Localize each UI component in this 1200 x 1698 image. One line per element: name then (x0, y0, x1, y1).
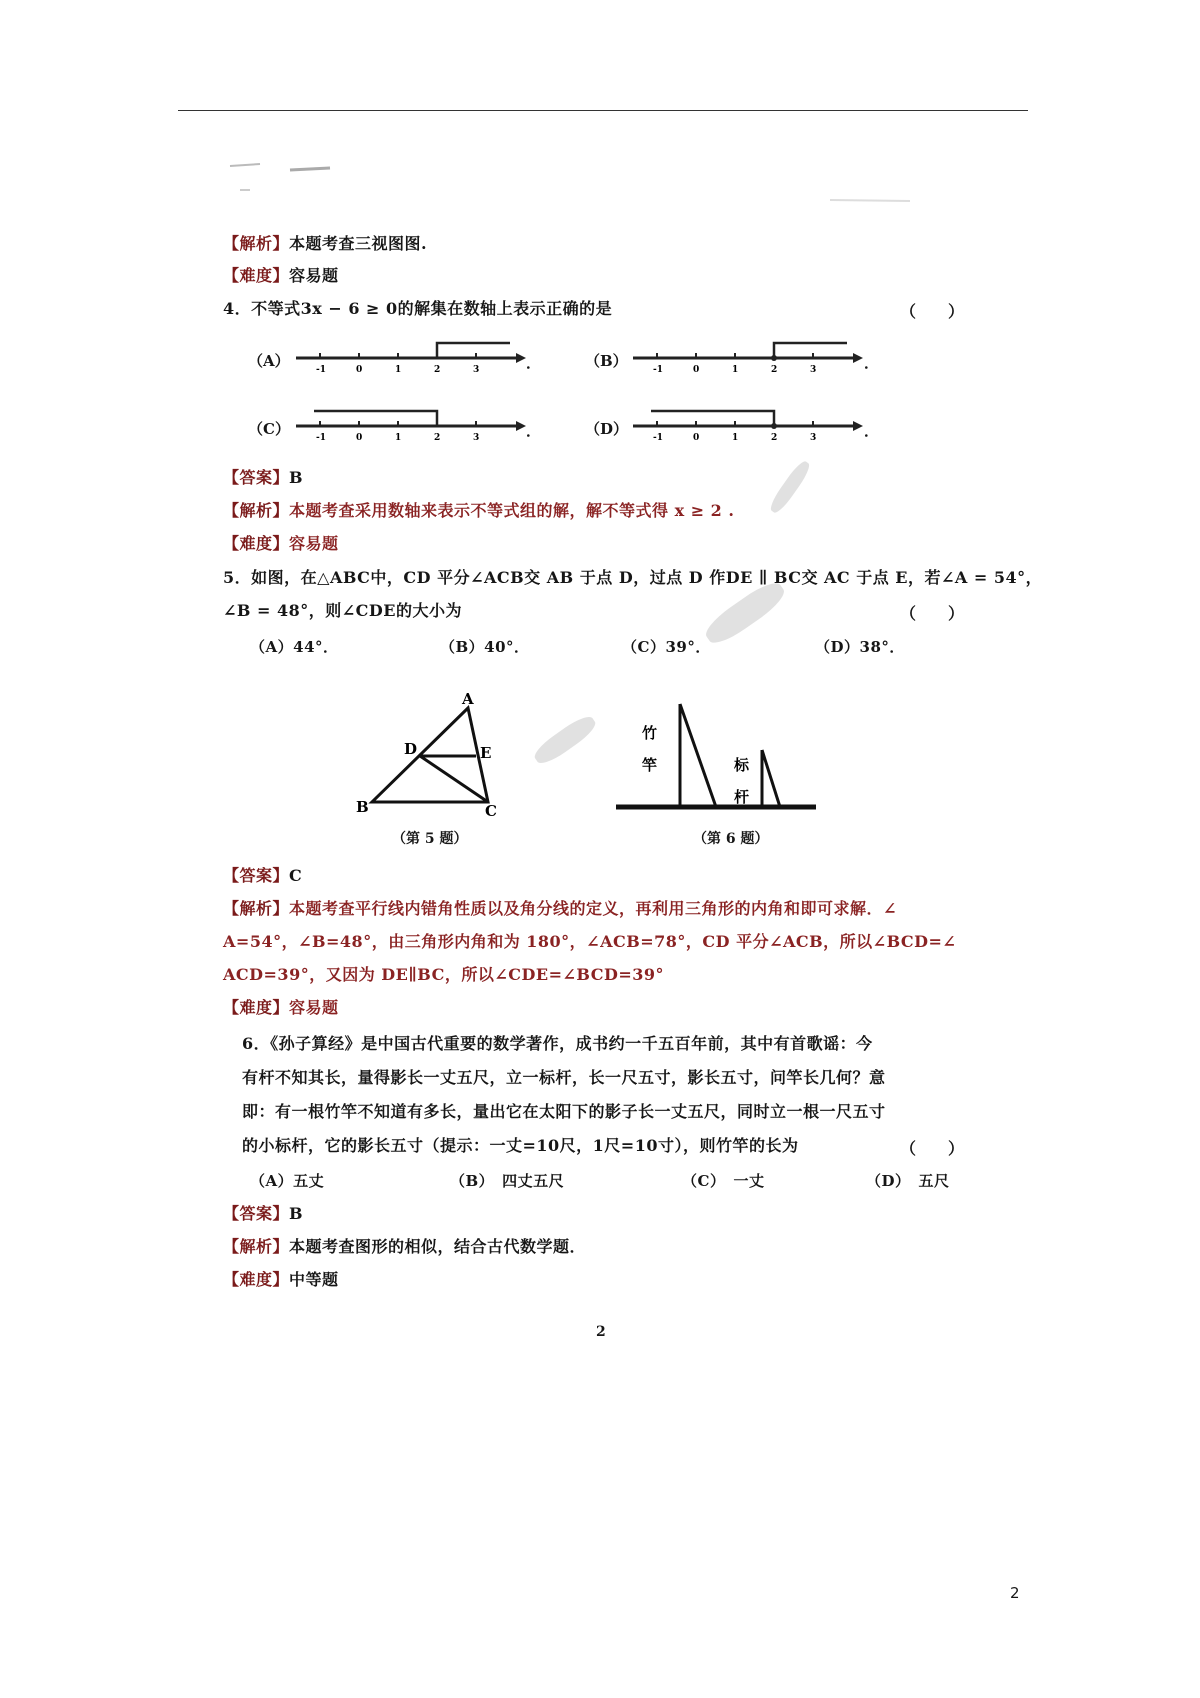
q4-option-c-label: （C） (248, 420, 290, 438)
tick-label: 2 (434, 365, 441, 375)
q4-difficulty (223, 534, 339, 554)
answer-text: B (289, 1204, 304, 1223)
header-rule (178, 110, 1028, 111)
q6-stem-line-3: 即：有一根竹竿不知道有多长，量出它在太阳下的影子长一丈五尺，同时立一根一尺五寸 (242, 1102, 886, 1121)
difficulty-tag: 【难度】 (223, 998, 290, 1017)
analysis-text: 本题考查图形的相似，结合古代数学题． (289, 1237, 587, 1256)
tick-label: 1 (395, 365, 402, 375)
difficulty-text: 中等题 (289, 1270, 339, 1289)
q4-option-c-numberline (296, 404, 536, 444)
q4-answer-paren: （ ） (900, 302, 965, 321)
q5-difficulty (223, 998, 339, 1018)
marker-label-2: 杆 (734, 788, 750, 806)
difficulty-text: 容易题 (289, 534, 339, 553)
q5-analysis-line-3: ACD=39°，又因为 DE∥BC，所以∠CDE=∠BCD=39° (223, 965, 664, 984)
analysis-text: 本题考查采用数轴来表示不等式组的解，解不等式得 x ≥ 2 . (289, 501, 735, 520)
tick-label: -1 (316, 433, 326, 443)
q4-option-a-end: ． (526, 354, 542, 372)
tick-label: 0 (693, 433, 700, 443)
q5-option-d: （D）38°． (815, 638, 905, 656)
answer-tag: 【答案】 (223, 1204, 290, 1223)
answer-tag: 【答案】 (223, 468, 290, 487)
tick-label: 2 (771, 433, 778, 443)
point-label-a: A (462, 690, 474, 708)
q4-option-d-label: （D） (585, 420, 629, 438)
q5-stem-line-2: ∠B = 48°，则∠CDE的大小为 (223, 601, 462, 620)
marker-label-1: 标 (734, 756, 750, 774)
q4-stem: 4．不等式3x − 6 ≥ 0的解集在数轴上表示正确的是 (223, 299, 613, 318)
tick-label: 3 (810, 433, 817, 443)
analysis-text: 本题考查三视图图. (289, 234, 428, 253)
tick-label: 2 (434, 433, 441, 443)
difficulty-text: 容易题 (289, 266, 339, 285)
difficulty-tag: 【难度】 (223, 534, 290, 553)
q6-option-c: （C） 一丈 (682, 1172, 765, 1190)
q6-analysis (223, 1237, 586, 1257)
q4-option-b-numberline (633, 336, 873, 376)
tick-label: -1 (653, 365, 663, 375)
q6-option-b: （B） 四丈五尺 (450, 1172, 565, 1190)
q4-option-a-numberline (296, 336, 536, 376)
analysis-tag: 【解析】 (223, 899, 290, 918)
point-label-c: C (485, 802, 497, 820)
q3-analysis (223, 234, 427, 254)
q4-option-d-numberline (633, 404, 873, 444)
page-number: 2 (1010, 1584, 1020, 1602)
q4-option-b-label: （B） (585, 352, 628, 370)
answer-text: C (289, 866, 303, 885)
q6-answer-paren: （ ） (900, 1139, 965, 1158)
analysis-text: 本题考查平行线内错角性质以及角分线的定义，再利用三角形的内角和即可求解．∠ (289, 899, 897, 918)
difficulty-tag: 【难度】 (223, 266, 290, 285)
point-label-b: B (356, 798, 369, 816)
q5-answer-paren: （ ） (900, 604, 965, 623)
q6-stem-line-2: 有杆不知其长，量得影长一丈五尺，立一标杆，长一尺五寸，影长五寸，问竿长几何？意 (242, 1068, 886, 1087)
q6-shadow-figure (610, 690, 820, 820)
tick-label: 2 (771, 365, 778, 375)
q4-option-a-label: （A） (248, 352, 290, 370)
pole-label-2: 竿 (642, 756, 658, 774)
tick-label: 1 (732, 433, 739, 443)
q5-figure-caption: （第 5 题） (392, 831, 468, 847)
point-label-d: D (404, 740, 418, 758)
tick-label: 1 (732, 365, 739, 375)
scan-smudge (767, 458, 813, 515)
pole-label-1: 竹 (642, 724, 658, 742)
q5-triangle-figure (350, 690, 520, 820)
q6-answer (223, 1204, 303, 1224)
q5-option-b: （B）40°． (440, 638, 530, 656)
q5-answer (223, 866, 302, 886)
q6-difficulty (223, 1270, 339, 1290)
tick-label: 1 (395, 433, 402, 443)
q6-stem-line-1: 6．《孙子算经》是中国古代重要的数学著作，成书约一千五百年前，其中有首歌谣：今 (242, 1034, 873, 1053)
answer-tag: 【答案】 (223, 866, 290, 885)
q4-analysis (223, 501, 734, 521)
answer-text: B (289, 468, 304, 487)
q6-stem-line-4: 的小标杆，它的影长五寸（提示：一丈=10尺，1尺=10寸），则竹竿的长为 (242, 1136, 799, 1155)
q4-option-d-end: ． (864, 422, 880, 440)
q5-analysis-line-2: A=54°，∠B=48°，由三角形内角和为 180°，∠ACB=78°，CD 平分∠ACB，所以∠BCD=∠ (223, 932, 957, 951)
q5-stem-line-1: 5．如图，在△ABC中，CD 平分∠ACB交 AB 于点 D，过点 D 作DE ∥ BC交 AC 于点 E，若∠A = 54°， (223, 568, 1043, 587)
analysis-tag: 【解析】 (223, 234, 290, 253)
tick-label: 0 (356, 433, 363, 443)
tick-label: 0 (693, 365, 700, 375)
analysis-tag: 【解析】 (223, 501, 290, 520)
q6-option-d: （D） 五尺 (866, 1172, 950, 1190)
q6-option-a: （A）五丈 (250, 1172, 325, 1190)
tick-label: -1 (653, 433, 663, 443)
q3-difficulty (223, 266, 339, 286)
difficulty-text: 容易题 (289, 998, 339, 1017)
scanned-page-number: 2 (596, 1324, 606, 1340)
scan-smudge (531, 712, 600, 769)
q4-option-b-end: ． (864, 354, 880, 372)
q5-analysis-line-1 (223, 899, 897, 919)
q4-option-c-end: ． (526, 422, 542, 440)
q5-option-a: （A）44°． (250, 638, 339, 656)
point-label-e: E (480, 744, 492, 762)
tick-label: 3 (810, 365, 817, 375)
q4-answer (223, 468, 303, 488)
tick-label: 0 (356, 365, 363, 375)
scan-noise (230, 160, 920, 210)
tick-label: -1 (316, 365, 326, 375)
difficulty-tag: 【难度】 (223, 1270, 290, 1289)
q6-figure-caption: （第 6 题） (693, 831, 769, 847)
analysis-tag: 【解析】 (223, 1237, 290, 1256)
q5-option-c: （C）39°． (622, 638, 711, 656)
tick-label: 3 (473, 433, 480, 443)
tick-label: 3 (473, 365, 480, 375)
